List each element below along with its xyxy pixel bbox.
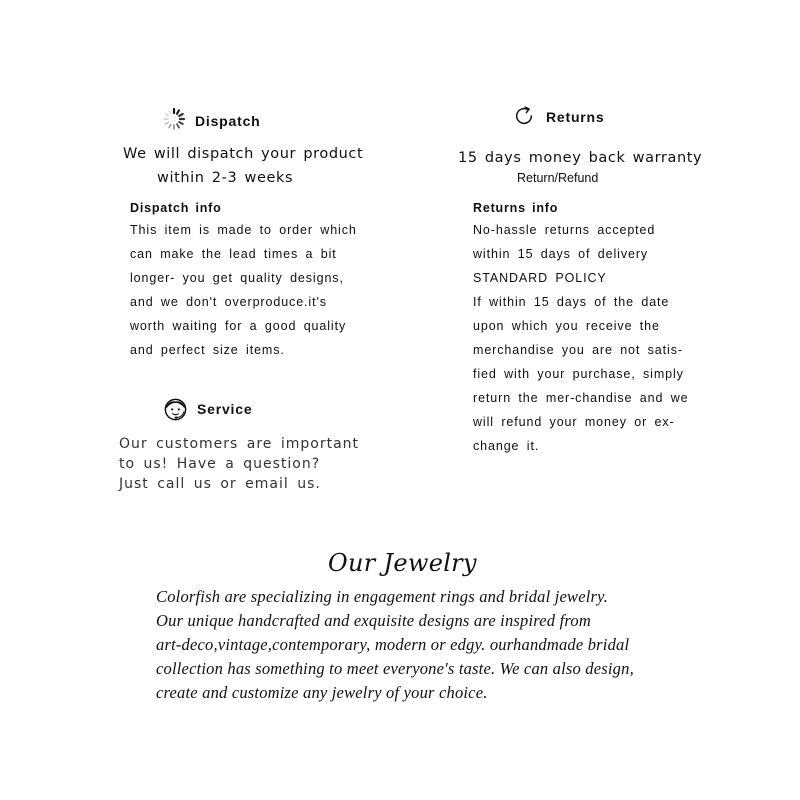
returns-heading xyxy=(513,105,605,127)
dispatch-info-title: Dispatch info xyxy=(130,201,222,215)
jewelry-line: collection has something to meet everyone's taste. We can also design, xyxy=(156,659,634,678)
dispatch-lead-line-2: within 2-3 weeks xyxy=(157,170,294,186)
jewelry-line: art-deco,vintage,contemporary, modern or edgy. ourhandmade bridal xyxy=(156,635,630,654)
jewelry-line: Colorfish are specializing in engagement rings and bridal jewelry. xyxy=(156,587,609,606)
dispatch-info-line: and we don't overproduce.it's xyxy=(130,295,327,309)
service-heading xyxy=(162,395,252,422)
returns-info-line: If within 15 days of the date xyxy=(473,295,670,309)
loading-spinner-icon xyxy=(162,107,186,131)
dispatch-info-body xyxy=(130,218,357,362)
service-line: Just call us or email us. xyxy=(119,476,321,492)
returns-info-line: No-hassle returns accepted xyxy=(473,223,656,237)
dispatch-heading xyxy=(162,107,261,131)
returns-info-line: will refund your money or ex- xyxy=(473,415,675,429)
dispatch-info-line: This item is made to order which xyxy=(130,223,357,237)
jewelry-line: Our unique handcrafted and exquisite designs are inspired from xyxy=(156,611,591,630)
dispatch-info-line: longer- you get quality designs, xyxy=(130,271,344,285)
service-line: to us! Have a question? xyxy=(119,456,321,472)
returns-info-body xyxy=(473,218,688,458)
service-body xyxy=(119,434,359,494)
returns-info-line: merchandise you are not satis- xyxy=(473,343,683,357)
returns-sub: Return/Refund xyxy=(517,171,599,185)
returns-info-title: Returns info xyxy=(473,201,559,215)
jewelry-line: create and customize any jewelry of your choice. xyxy=(156,683,488,702)
dispatch-title: Dispatch xyxy=(195,112,261,129)
dispatch-info-line: can make the lead times a bit xyxy=(130,247,337,261)
service-line: Our customers are important xyxy=(119,436,360,452)
returns-info-line: return the mer-chandise and we xyxy=(473,391,689,405)
dispatch-info-line: worth waiting for a good quality xyxy=(130,319,347,333)
returns-info-line: change it. xyxy=(473,439,540,453)
returns-info-line: within 15 days of delivery xyxy=(473,247,649,261)
service-title: Service xyxy=(197,401,253,417)
dispatch-lead-line-1: We will dispatch your product xyxy=(123,146,364,162)
customer-service-agent-icon xyxy=(162,395,189,422)
returns-info-line: upon which you receive the xyxy=(473,319,660,333)
returns-info-line: fied with your purchase, simply xyxy=(473,367,684,381)
jewelry-body xyxy=(156,585,634,705)
returns-title: Returns xyxy=(546,108,605,125)
refresh-icon xyxy=(513,105,535,127)
returns-lead: 15 days money back warranty xyxy=(458,150,703,166)
dispatch-info-line: and perfect size items. xyxy=(130,343,285,357)
returns-info-line: STANDARD POLICY xyxy=(473,271,607,285)
jewelry-title: Our Jewelry xyxy=(328,549,477,577)
